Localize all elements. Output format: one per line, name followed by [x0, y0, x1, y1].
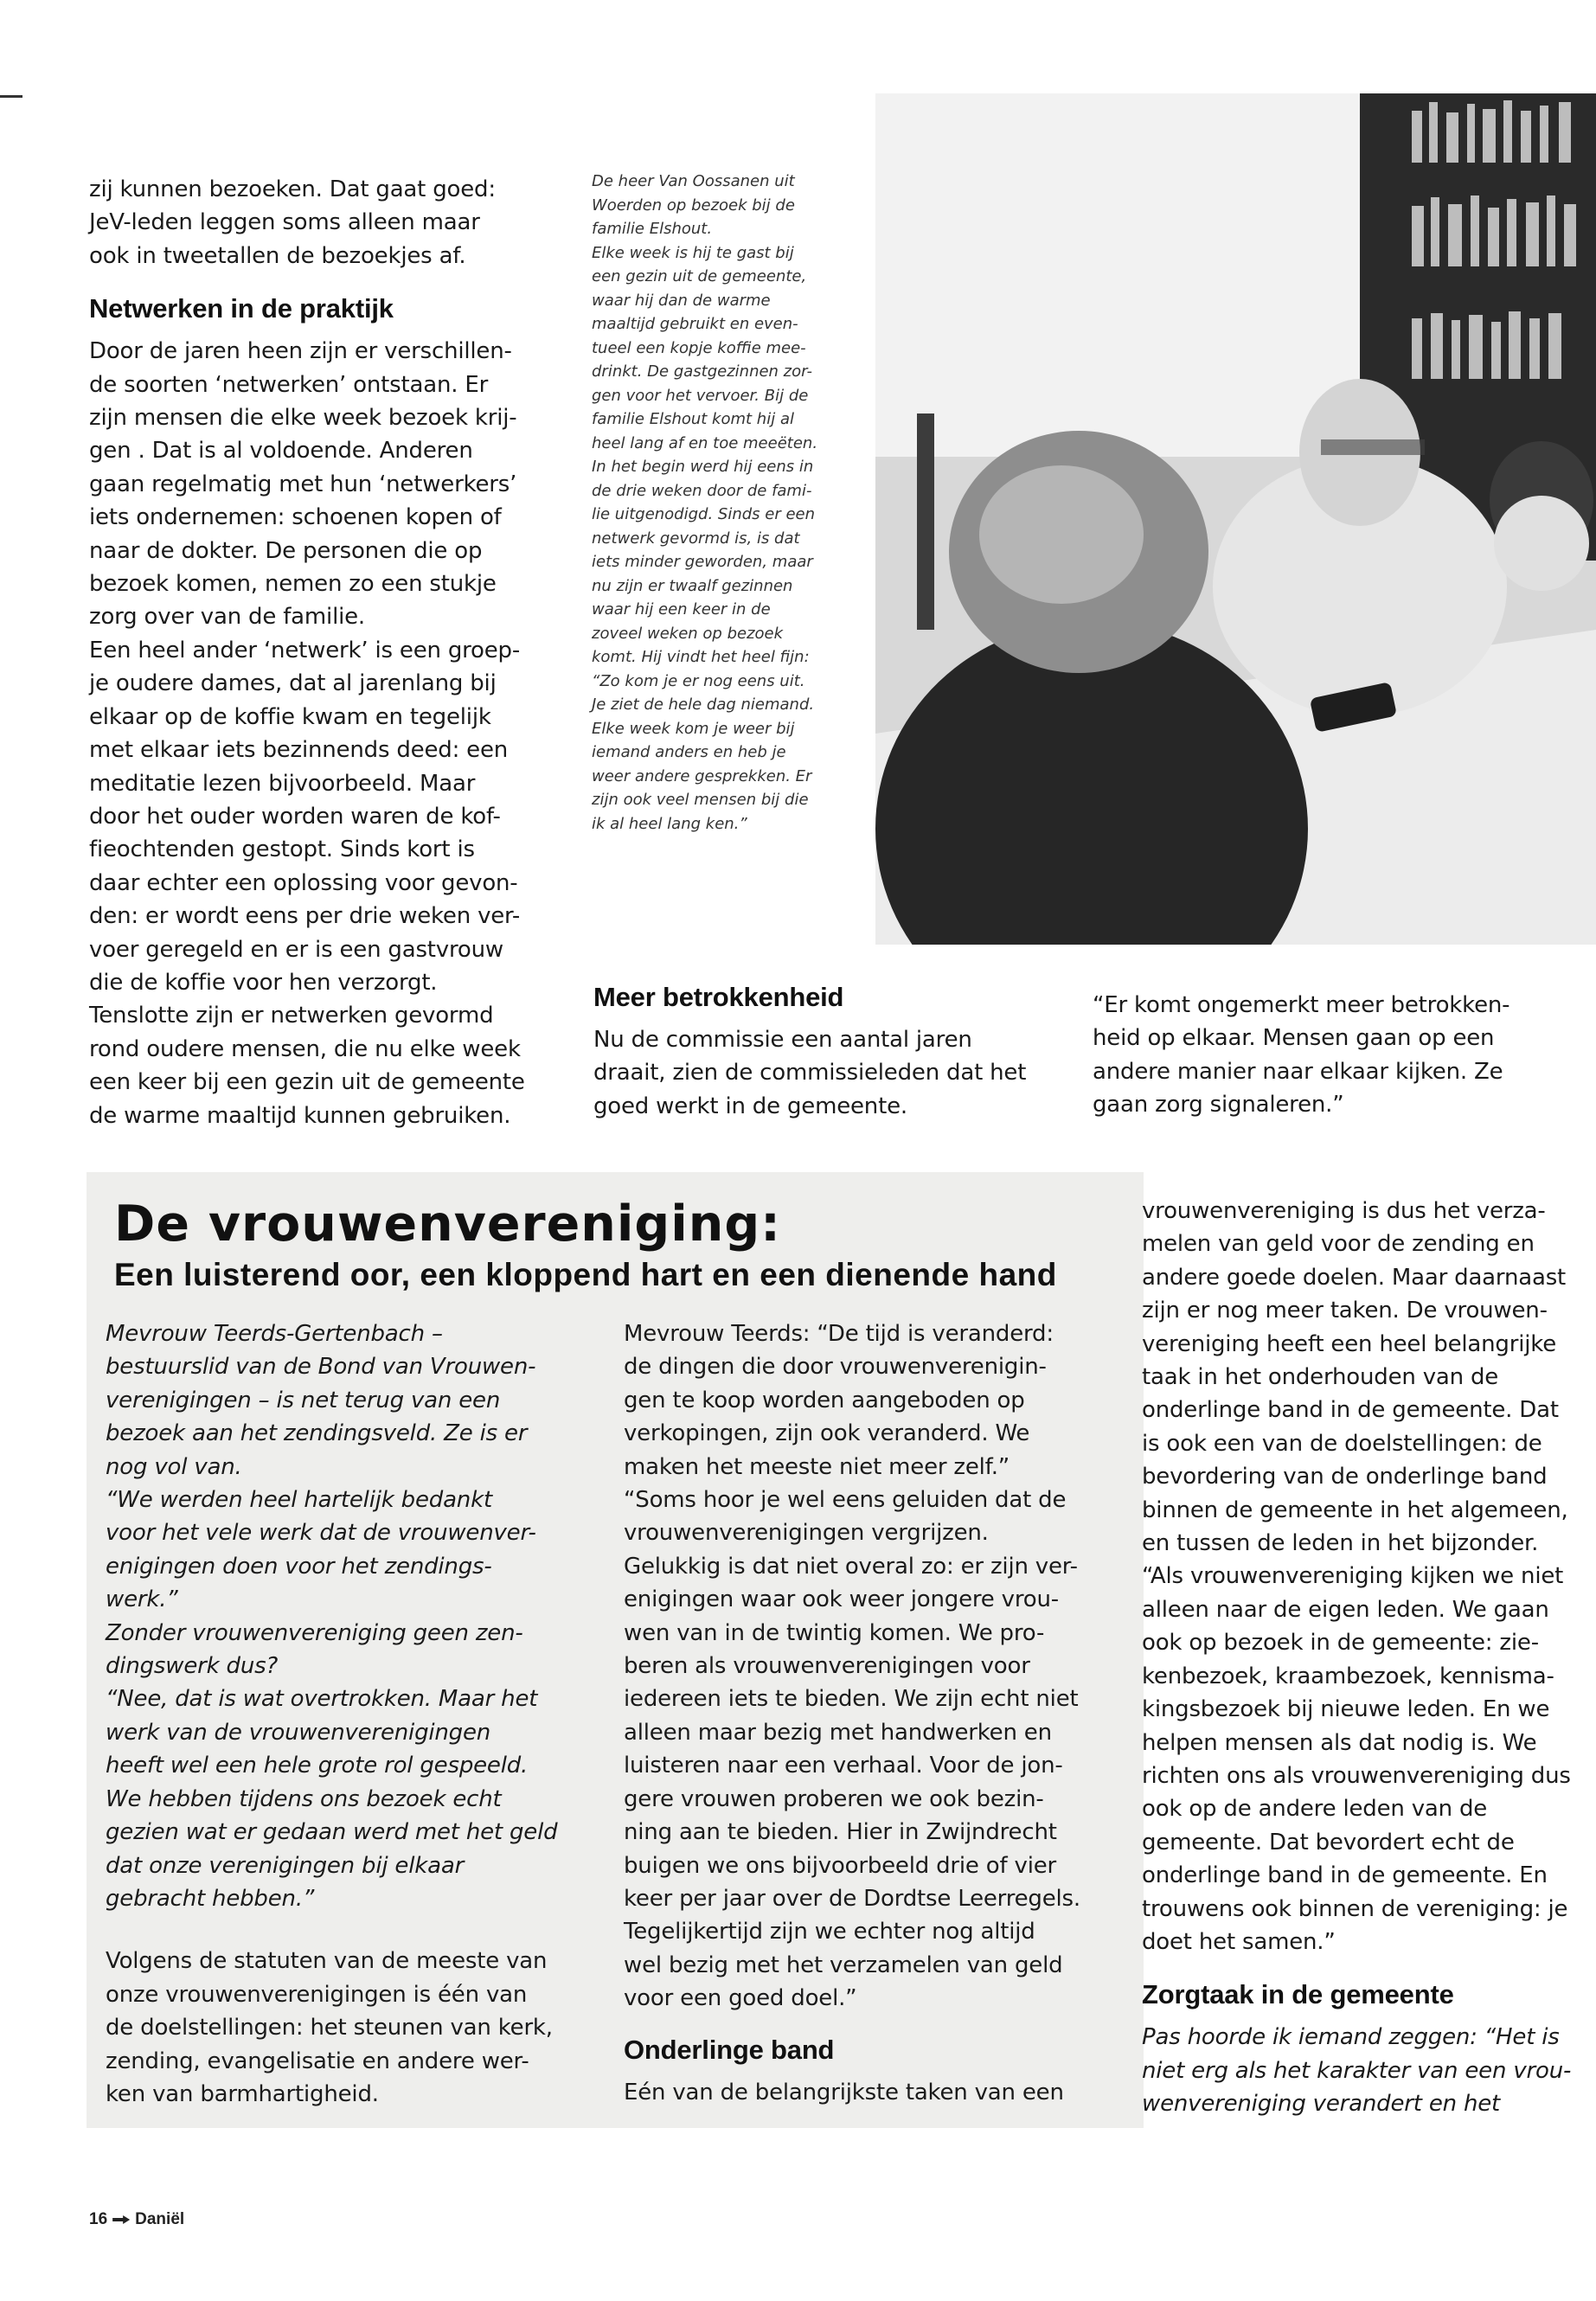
netwerken-para-2: [89, 634, 539, 999]
text-line: Pas hoorde ik iemand zeggen: “Het is: [1142, 2024, 1560, 2051]
text-line: werk.”: [106, 1586, 178, 1613]
text-line: Mevrouw Teerds-Gertenbach –: [106, 1321, 443, 1347]
text-line: luisteren naar een verhaal. Voor de jon-: [624, 1753, 1063, 1779]
text-line: bevordering van de onderlinge band: [1142, 1464, 1548, 1490]
text-line: iedereen iets te bieden. We zijn echt niet: [624, 1686, 1079, 1713]
col2-after-heading: [624, 2076, 1125, 2109]
text-line: ik al heel lang ken.”: [592, 814, 747, 833]
article-column-3: [1142, 1195, 1592, 2121]
text-line: helpen mensen als dat nodig is. We: [1142, 1729, 1537, 1756]
photo-caption: [592, 170, 869, 836]
text-line: iemand anders en heb je: [592, 743, 786, 761]
article-column-2: [624, 1317, 1125, 2109]
text-line: niet erg als het karakter van een vrou-: [1142, 2057, 1572, 2084]
photo-visit-elshout: [875, 93, 1596, 945]
text-line: gen voor het vervoer. Bij de: [592, 386, 809, 405]
text-line: kingsbezoek bij nieuwe leden. En we: [1142, 1696, 1550, 1723]
text-line: iets minder geworden, maar: [592, 553, 813, 571]
text-line: Mevrouw Teerds: “De tijd is veranderd:: [624, 1321, 1054, 1347]
text-line: richten ons als vrouwenvereniging dus: [1142, 1762, 1571, 1789]
text-line: “We werden heel hartelijk bedankt: [106, 1487, 492, 1514]
article-header: [114, 1194, 1144, 1296]
magazine-name: Daniël: [135, 2210, 185, 2228]
text-line: doet het samen.”: [1142, 1928, 1336, 1955]
text-line: fieochtenden gestopt. Sinds kort is: [89, 836, 475, 863]
text-line: rond oudere mensen, die nu elke week: [89, 1035, 521, 1062]
text-line: weer andere gesprekken. Er: [592, 766, 812, 785]
heading-netwerken: Netwerken in de praktijk: [89, 293, 394, 324]
text-line: tueel een kopje koffie mee-: [592, 338, 806, 357]
text-line: voor een goed doel.”: [624, 1985, 857, 2012]
text-line: netwerk gevormd is, is dat: [592, 529, 800, 548]
text-line: waar hij een keer in de: [592, 600, 771, 619]
text-line: gemeente. Dat bevordert echt de: [1142, 1829, 1515, 1856]
text-line: vereniging heeft een heel belangrijke: [1142, 1330, 1556, 1357]
page-number: 16: [89, 2210, 108, 2228]
text-line: heel lang af en toe meeëten.: [592, 433, 818, 452]
text-line: verkopingen, zijn ook veranderd. We: [624, 1420, 1030, 1447]
text-line: ken van barmhartigheid.: [106, 2080, 379, 2107]
text-line: je oudere dames, dat al jarenlang bij: [89, 670, 497, 697]
text-line: voor het vele werk dat de vrouwenver-: [106, 1520, 536, 1547]
text-line: voer geregeld en er is een gastvrouw: [89, 936, 503, 963]
col2-text: [624, 1317, 1125, 2016]
text-line: elkaar op de koffie kwam en tegelijk: [89, 703, 491, 730]
meer-betrokkenheid-left: [593, 980, 1061, 1123]
text-line: wen van in de twintig komen. We pro-: [624, 1619, 1045, 1646]
text-line: “Als vrouwenvereniging kijken we niet: [1142, 1563, 1564, 1590]
text-line: enigingen waar ook weer jongere vrou-: [624, 1586, 1059, 1613]
text-line: Elke week kom je weer bij: [592, 719, 795, 738]
page-edge-mark: [0, 95, 22, 98]
text-line: In het begin werd hij eens in: [592, 458, 814, 476]
text-line: meditatie lezen bijvoorbeeld. Maar: [89, 770, 476, 797]
article-column-1: [106, 1317, 590, 2111]
intro-text: [89, 173, 539, 272]
heading-onderlinge-band: Onderlinge band: [624, 2034, 835, 2065]
text-line: zoveel weken op bezoek: [592, 624, 784, 643]
meer-betrokkenheid-quote: [1093, 989, 1560, 1122]
text-line: familie Elshout komt hij al: [592, 410, 794, 428]
text-line: onderlinge band in de gemeente. En: [1142, 1862, 1548, 1889]
text-line: ning aan te bieden. Hier in Zwijndrecht: [624, 1819, 1057, 1846]
text-line: binnen de gemeente in het algemeen,: [1142, 1497, 1568, 1523]
text-line: draait, zien de commissieleden dat het: [593, 1060, 1027, 1086]
text-line: gaan zorg signaleren.”: [1093, 1092, 1344, 1118]
text-line: de warme maaltijd kunnen gebruiken.: [89, 1102, 511, 1129]
text-line: JeV-leden leggen soms alleen maar: [89, 209, 480, 236]
text-line: bezoek aan het zendingsveld. Ze is er: [106, 1420, 528, 1447]
text-line: melen van geld voor de zending en: [1142, 1231, 1535, 1258]
col1-statutes: [106, 1945, 590, 2111]
text-line: buigen we ons bijvoorbeeld drie of vier: [624, 1852, 1056, 1879]
text-line: een gezin uit de gemeente,: [592, 267, 807, 285]
text-line: gebracht hebben.”: [106, 1885, 315, 1912]
text-line: Gelukkig is dat niet overal zo: er zijn ver-: [624, 1553, 1078, 1580]
page-footer: [89, 2210, 184, 2229]
text-line: bezoek komen, nemen zo een stukje: [89, 571, 497, 598]
text-line: alleen maar bezig met handwerken en: [624, 1719, 1052, 1746]
text-line: Zonder vrouwenvereniging geen zen-: [106, 1619, 523, 1646]
text-line: de drie weken door de fami-: [592, 481, 812, 500]
text-line: Volgens de statuten van de meeste van: [106, 1948, 548, 1975]
text-line: door het ouder worden waren de kof-: [89, 803, 501, 830]
text-line: daar echter een oplossing voor gevon-: [89, 869, 518, 896]
text-line: Nu de commissie een aantal jaren: [593, 1027, 972, 1053]
text-line: keer per jaar over de Dordtse Leerregels.: [624, 1885, 1080, 1912]
text-line: naar de dokter. De personen die op: [89, 537, 483, 564]
text-line: wenvereniging verandert en het: [1142, 2091, 1501, 2118]
heading-zorgtaak: Zorgtaak in de gemeente: [1142, 1979, 1454, 2010]
text-line: drinkt. De gastgezinnen zor-: [592, 362, 813, 381]
text-line: beren als vrouwenverenigingen voor: [624, 1653, 1030, 1680]
col1-intro-italic: [106, 1317, 590, 1915]
text-line: zending, evangelisatie en andere wer-: [106, 2048, 529, 2074]
text-line: Elke week is hij te gast bij: [592, 243, 794, 262]
text-line: vrouwenverenigingen vergrijzen.: [624, 1520, 989, 1547]
text-line: andere manier naar elkaar kijken. Ze: [1093, 1058, 1503, 1085]
text-line: gen . Dat is al voldoende. Anderen: [89, 438, 473, 465]
text-line: zijn er nog meer taken. De vrouwen-: [1142, 1298, 1548, 1324]
article-title: De vrouwenvereniging:: [114, 1195, 781, 1253]
text-line: komt. Hij vindt het heel fijn:: [592, 648, 810, 666]
text-line: de soorten ‘netwerken’ ontstaan. Er: [89, 371, 489, 398]
text-line: maaltijd gebruikt en even-: [592, 315, 798, 333]
text-line: lie uitgenodigd. Sinds er een: [592, 505, 816, 523]
text-line: nu zijn er twaalf gezinnen: [592, 576, 793, 595]
text-line: de dingen die door vrouwenverenigin-: [624, 1354, 1047, 1381]
text-line: verenigingen – is net terug van een: [106, 1387, 501, 1413]
text-line: alleen naar de eigen leden. We gaan: [1142, 1596, 1549, 1623]
text-line: waar hij dan de warme: [592, 291, 771, 310]
text-line: goed werkt in de gemeente.: [593, 1093, 907, 1119]
text-line: die de koffie voor hen verzorgt.: [89, 969, 438, 996]
text-line: zijn ook veel mensen bij die: [592, 791, 809, 809]
text-line: ook in tweetallen de bezoekjes af.: [89, 242, 466, 269]
text-line: zijn mensen die elke week bezoek krij-: [89, 405, 517, 432]
text-line: Eén van de belangrijkste taken van een: [624, 2079, 1064, 2106]
text-line: met elkaar iets bezinnends deed: een: [89, 737, 509, 764]
text-line: Woerden op bezoek bij de: [592, 195, 795, 215]
text-line: nog vol van.: [106, 1453, 242, 1480]
col3-text: [1142, 1195, 1592, 1958]
text-line: Tegelijkertijd zijn we echter nog altijd: [624, 1919, 1035, 1945]
text-line: taak in het onderhouden van de: [1142, 1364, 1499, 1391]
text-line: wel bezig met het verzamelen van geld: [624, 1952, 1063, 1978]
text-line: iets ondernemen: schoenen kopen of: [89, 504, 502, 531]
text-line: gere vrouwen proberen we ook bezin-: [624, 1785, 1044, 1812]
text-line: een keer bij een gezin uit de gemeente: [89, 1069, 525, 1096]
col3-after-heading: [1142, 2021, 1592, 2120]
text-line: andere goede doelen. Maar daarnaast: [1142, 1264, 1567, 1291]
text-line: enigingen doen voor het zendings-: [106, 1553, 492, 1580]
text-line: gezien wat er gedaan werd met het geld: [106, 1819, 558, 1846]
text-line: heeft wel een hele grote rol gespeeld.: [106, 1753, 529, 1779]
text-line: onze vrouwenverenigingen is één van: [106, 1981, 528, 2008]
text-line: heid op elkaar. Mensen gaan op een: [1093, 1025, 1495, 1052]
text-line: onderlinge band in de gemeente. Dat: [1142, 1397, 1559, 1424]
text-line: ook op bezoek in de gemeente: zie-: [1142, 1630, 1539, 1657]
text-line: ook op de andere leden van de: [1142, 1796, 1488, 1823]
heading-meer-betrokkenheid: Meer betrokkenheid: [593, 982, 844, 1012]
text-line: de doelstellingen: het steunen van kerk,: [106, 2015, 553, 2041]
text-line: gaan regelmatig met hun ‘netwerkers’: [89, 471, 517, 497]
meer-betrokkenheid-text: [593, 1023, 1061, 1123]
text-line: maken het meeste niet meer zelf.”: [624, 1453, 1010, 1480]
text-line: “Soms hoor je wel eens geluiden dat de: [624, 1487, 1067, 1514]
arrow-icon: [112, 2215, 130, 2224]
text-line: Je ziet de hele dag niemand.: [592, 695, 815, 714]
text-line: werk van de vrouwenverenigingen: [106, 1719, 491, 1746]
text-line: We hebben tijdens ons bezoek echt: [106, 1785, 502, 1812]
netwerken-para-3: [89, 999, 539, 1132]
netwerken-para-1: [89, 335, 539, 634]
text-line: is ook een van de doelstellingen: de: [1142, 1430, 1542, 1457]
text-line: den: er wordt eens per drie weken ver-: [89, 903, 521, 930]
text-line: “Zo kom je er nog eens uit.: [592, 671, 805, 690]
text-line: zorg over van de familie.: [89, 604, 365, 631]
text-line: zij kunnen bezoeken. Dat gaat goed:: [89, 176, 496, 202]
text-line: trouwens ook binnen de vereniging: je: [1142, 1895, 1568, 1922]
article-subtitle: Een luisterend oor, een kloppend hart en een dienende hand: [114, 1257, 1057, 1292]
text-line: “Er komt ongemerkt meer betrokken-: [1093, 992, 1510, 1018]
text-line: dat onze verenigingen bij elkaar: [106, 1852, 465, 1879]
text-line: vrouwenvereniging is dus het verza-: [1142, 1198, 1546, 1224]
text-line: Tenslotte zijn er netwerken gevormd: [89, 1003, 494, 1029]
text-line: kenbezoek, kraambezoek, kennisma-: [1142, 1663, 1554, 1689]
text-line: gen te koop worden aangeboden op: [624, 1387, 1025, 1413]
text-line: bestuurslid van de Bond van Vrouwen-: [106, 1354, 536, 1381]
text-line: “Nee, dat is wat overtrokken. Maar het: [106, 1686, 538, 1713]
text-line: De heer Van Oossanen uit: [592, 172, 795, 190]
text-line: Door de jaren heen zijn er verschillen-: [89, 338, 512, 365]
text-line: en tussen de leden in het bijzonder.: [1142, 1530, 1539, 1557]
text-line: Een heel ander ‘netwerk’ is een groep-: [89, 637, 521, 663]
text-line: familie Elshout.: [592, 220, 713, 238]
text-line: dingswerk dus?: [106, 1653, 279, 1680]
top-left-column: [89, 173, 539, 1132]
